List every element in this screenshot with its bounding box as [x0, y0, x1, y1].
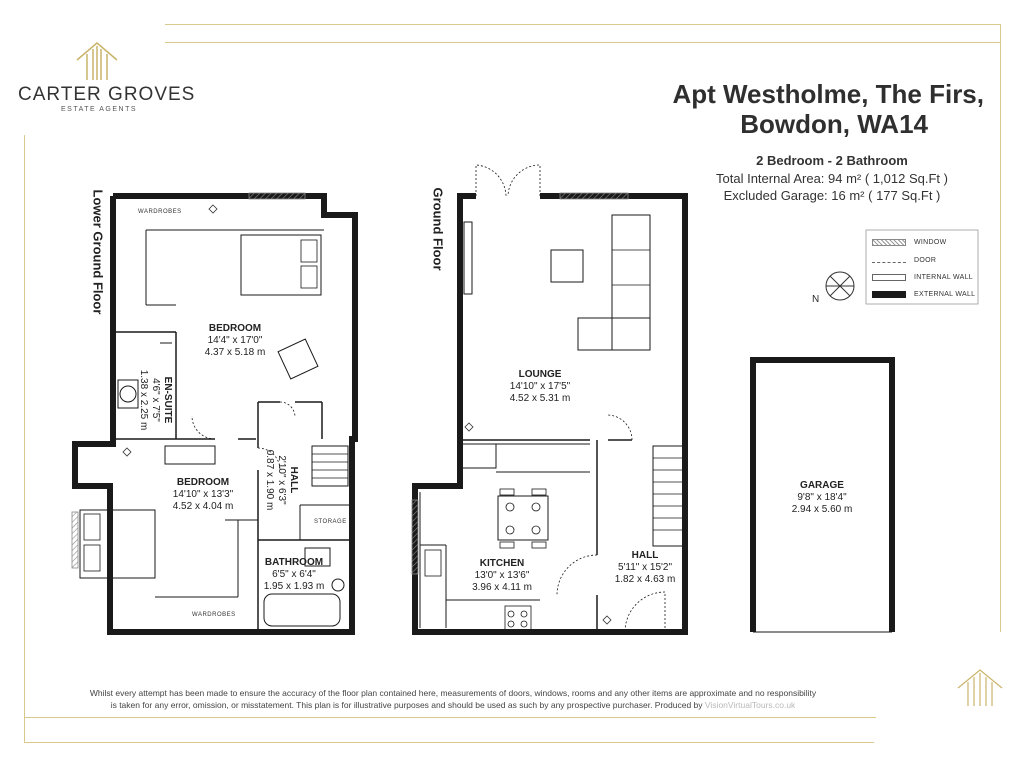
legend-internal-wall-swatch	[872, 274, 906, 281]
ground-window-left	[412, 500, 418, 574]
disclaimer	[30, 687, 876, 711]
room-hall-ground-imperial: 5'11" x 15'2"	[617, 562, 673, 573]
ground-window-top	[560, 193, 628, 199]
internal-area: Total Internal Area: 94 m² ( 1,012 Sq.Ft )	[716, 171, 948, 186]
room-lounge-metric: 4.52 x 5.31 m	[509, 393, 571, 404]
room-ensuite-metric: 1.38 x 2.25 m	[138, 369, 149, 431]
ground-floor-label: Ground Floor	[430, 187, 446, 271]
lower-window-top	[249, 193, 305, 199]
legend-internal-wall: INTERNAL WALL	[914, 273, 974, 281]
legend-window: WINDOW	[914, 238, 947, 246]
room-ensuite-imperial: 4'6" x 7'5"	[150, 378, 161, 422]
room-kitchen-imperial: 13'0" x 13'6"	[474, 570, 530, 581]
storage-label: STORAGE	[314, 519, 347, 525]
room-ensuite	[137, 360, 173, 440]
disclaimer-line1: Whilst every attempt has been made to ensure the accuracy of the floor plan contained here, measurements of doors, windows, rooms and any other items are approximate and no responsibility	[89, 688, 817, 698]
room-bathroom-name: BATHROOM	[264, 557, 324, 568]
room-bedroom-1-metric: 4.37 x 5.18 m	[204, 347, 266, 358]
room-bedroom-1-name: BEDROOM	[208, 323, 262, 334]
room-kitchen-name: KITCHEN	[479, 558, 525, 569]
room-lounge	[490, 369, 590, 405]
brand-subtitle: ESTATE AGENTS	[61, 106, 138, 113]
compass-icon	[826, 272, 854, 300]
legend-door-swatch	[872, 262, 906, 263]
room-kitchen	[462, 558, 542, 594]
room-bedroom-2-name: BEDROOM	[176, 477, 230, 488]
room-bathroom	[256, 557, 332, 593]
beds-baths: 2 Bedroom - 2 Bathroom	[756, 153, 908, 168]
room-hall-ground-metric: 1.82 x 4.63 m	[614, 574, 676, 585]
excluded-garage: Excluded Garage: 16 m² ( 177 Sq.Ft )	[723, 188, 941, 203]
room-garage-name: GARAGE	[800, 480, 844, 491]
room-hall-lower-imperial: 2'10" x 6'3"	[276, 455, 287, 505]
room-lounge-name: LOUNGE	[518, 369, 562, 380]
wardrobes-bottom-label: WARDROBES	[192, 612, 236, 618]
room-bedroom-1	[190, 323, 280, 359]
room-bedroom-2	[158, 477, 248, 513]
room-garage	[782, 480, 862, 516]
room-bedroom-2-metric: 4.52 x 4.04 m	[172, 501, 234, 512]
legend-window-swatch	[872, 239, 906, 246]
producer-site-link[interactable]: VisionVirtualTours.co.uk	[704, 700, 796, 710]
room-bathroom-metric: 1.95 x 1.93 m	[263, 581, 325, 592]
disclaimer-line2-wrap	[30, 699, 876, 711]
room-hall-lower-name: HALL	[288, 466, 299, 494]
room-hall-lower-metric: 0.87 x 1.90 m	[264, 449, 275, 511]
room-garage-imperial: 9'8" x 18'4"	[797, 492, 847, 503]
lower-window-left	[72, 512, 78, 568]
room-ensuite-name: EN-SUITE	[162, 376, 173, 424]
room-bedroom-1-imperial: 14'4" x 17'0"	[207, 335, 263, 346]
legend-external-wall: EXTERNAL WALL	[914, 290, 976, 298]
room-bedroom-2-imperial: 14'10" x 13'3"	[172, 489, 234, 500]
wardrobes-top-label: WARDROBES	[138, 209, 182, 215]
property-title-line2: Bowdon, WA14	[740, 109, 928, 139]
brand-name: CARTER GROVES	[18, 84, 196, 105]
room-hall-ground-name: HALL	[631, 550, 659, 561]
room-bathroom-imperial: 6'5" x 6'4"	[272, 569, 316, 580]
lower-floor-label: Lower Ground Floor	[90, 189, 106, 315]
disclaimer-line2: is taken for any error, omission, or misstatement. This plan is for illustrative purposes and should be used as such by any prospective purchaser. Produced by	[110, 700, 703, 710]
room-kitchen-metric: 3.96 x 4.11 m	[472, 582, 532, 593]
north-label: N	[812, 294, 820, 305]
footer-logo-icon	[958, 670, 1002, 706]
property-title-line1: Apt Westholme, The Firs,	[672, 79, 984, 109]
room-garage-metric: 2.94 x 5.60 m	[791, 504, 853, 515]
legend	[866, 230, 978, 304]
legend-door: DOOR	[914, 256, 937, 264]
room-hall-lower	[263, 440, 299, 520]
room-hall-ground	[605, 550, 685, 586]
room-lounge-imperial: 14'10" x 17'5"	[509, 381, 571, 392]
legend-external-wall-swatch	[872, 291, 906, 298]
